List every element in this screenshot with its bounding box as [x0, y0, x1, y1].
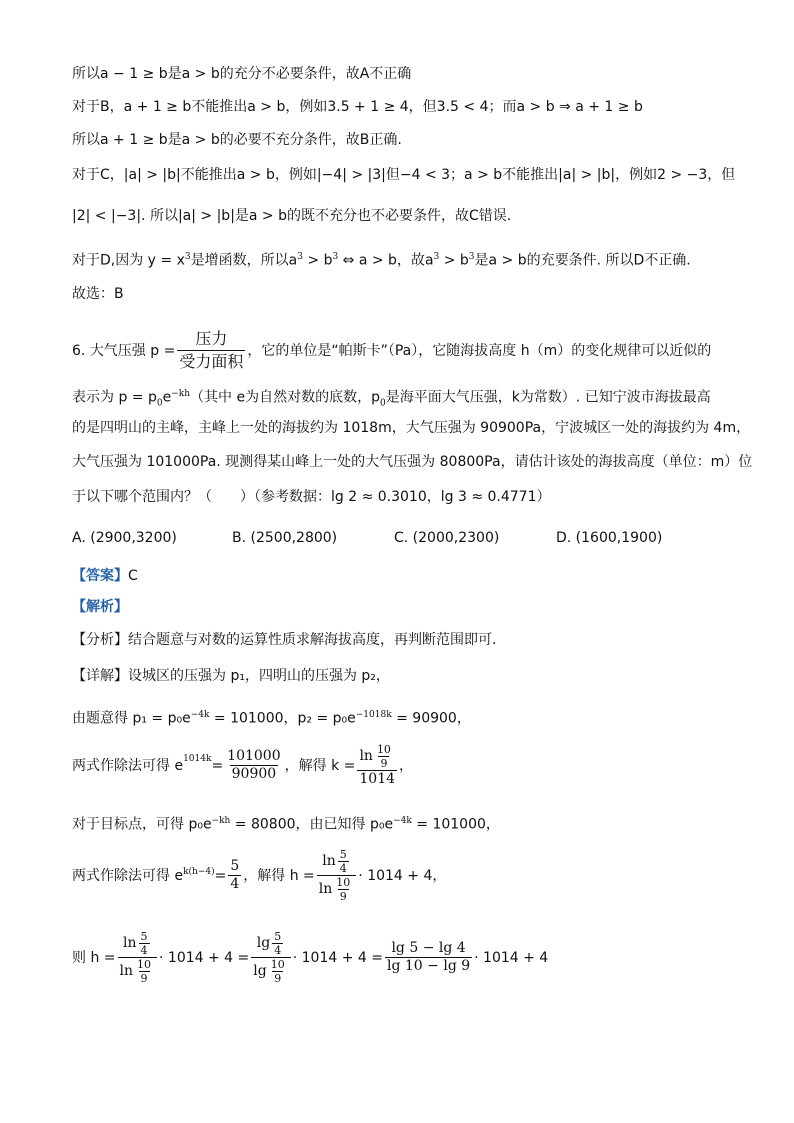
analysis-tag: 【解析】	[72, 599, 128, 615]
question-line: 的是四明山的主峰，主峰上一处的海拔约为 1018m，大气压强为 90900Pa，宁波城区一处的海拔约为 4m，	[72, 420, 751, 436]
option-d: D. (1600,1900)	[556, 530, 663, 546]
fraction: $\frac{101000}{90900}$	[227, 748, 281, 782]
pressure-fraction: $\frac{\text{压力}}{\text{受力面积}}$	[179, 329, 244, 371]
option-a: A. (2900,3200)	[72, 530, 177, 546]
answer-line: 【答案】C	[72, 568, 138, 584]
detail-line: 由题意得 $p_1 = p_0e^{-4k} = 101000$，$p_2 = p_0e^{-1018k} = 90900$，	[72, 710, 471, 727]
question-line: 表示为 $p = p_0e^{-kh}$（其中 e为自然对数的底数，$p_0$是海平面大气压强，k为常数）. 已知宁波市海拔最高	[72, 389, 711, 409]
detail-line: 【详解】设城区的压强为 p₁，四明山的压强为 p₂，	[72, 668, 390, 684]
text-line: 对于C，|a| > |b|不能推出a > b，例如|−4| > |3|但−4 < 3；a > b不能推出|a| > |b|，例如2 > −3，但	[72, 167, 736, 183]
detail-line: 两式作除法可得 e $^{k(h-4)}$ = $\frac{5}{4}$ ，解得 h = ln $\frac{5}{4}$ ln $\frac{10}{9}$ · 1014 + 4，	[72, 848, 447, 903]
detail-line: 两式作除法可得 e $^{1014k}$ = $\frac{101000}{90900}$ ，解得 k = ln $\frac{10}{9}$ 1014 ，	[72, 743, 414, 787]
text-line: 故选：B	[72, 286, 124, 302]
question-line: 于以下哪个范围内？（ ）（参考数据：lg 2 ≈ 0.3010，lg 3 ≈ 0.4771）	[72, 489, 551, 505]
detail-line: 则 h = ln $\frac{5}{4}$ ln $\frac{10}{9}$ · 1014 + 4 = lg $\frac{5}{4}$ lg $\frac{10}{9}$ · 1014 + 4 = $\frac{\lg 5 - \lg 4}{\lg 10 - \lg 9}$ · 1014 + 4	[72, 930, 549, 985]
fraction: $\frac{5}{4}$	[230, 858, 240, 892]
text-line: 所以a + 1 ≥ b是a > b的必要不充分条件，故B正确.	[72, 132, 402, 148]
fraction-ln: ln $\frac{5}{4}$ ln $\frac{10}{9}$	[118, 930, 158, 985]
option-b: B. (2500,2800)	[232, 530, 338, 546]
answer-tag: 【答案】	[72, 568, 128, 584]
text-line: 对于D,因为 $y = x^3$是增函数，所以$a^3 > b^3$ ⇔ a > b，故$a^3 > b^3$是a > b的充要条件. 所以D不正确.	[72, 252, 691, 269]
fraction-lg-diff: $\frac{\lg 5 - \lg 4}{\lg 10 - \lg 9}$	[387, 940, 471, 974]
fraction-k: ln $\frac{10}{9}$ 1014	[359, 743, 396, 787]
question-line: 大气压强为 101000Pa. 现测得某山峰上一处的大气压强为 80800Pa，请估计该处的海拔高度（单位：m）位	[72, 454, 753, 470]
question-line: 6. 大气压强 p = $\frac{\text{压力}}{\text{受力面积}}$ ，它的单位是“帕斯卡”（Pa），它随海拔高度 h（m）的变化规律可以近似的	[72, 329, 712, 371]
text-line: |2| < |−3|. 所以|a| > |b|是a > b的既不充分也不必要条件，故C错误.	[72, 208, 512, 224]
fraction-lg: lg $\frac{5}{4}$ lg $\frac{10}{9}$	[251, 930, 290, 985]
analysis-line	[72, 597, 128, 617]
text-line: 对于B，a + 1 ≥ b不能推出a > b，例如3.5 + 1 ≥ 4，但3.5 < 4；而a > b ⇒ a + 1 ≥ b	[72, 99, 643, 115]
fenxi-line: 【分析】结合题意与对数的运算性质求解海拔高度，再判断范围即可.	[72, 632, 497, 648]
fraction-h: ln $\frac{5}{4}$ ln $\frac{10}{9}$	[317, 848, 357, 903]
text-line: 所以a − 1 ≥ b是a > b的充分不必要条件，故A不正确	[72, 66, 412, 82]
option-c: C. (2000,2300)	[394, 530, 500, 546]
detail-line: 对于目标点，可得 $p_0e^{-kh} = 80800$，由已知得 $p_0e^{-4k} = 101000$，	[72, 816, 500, 833]
